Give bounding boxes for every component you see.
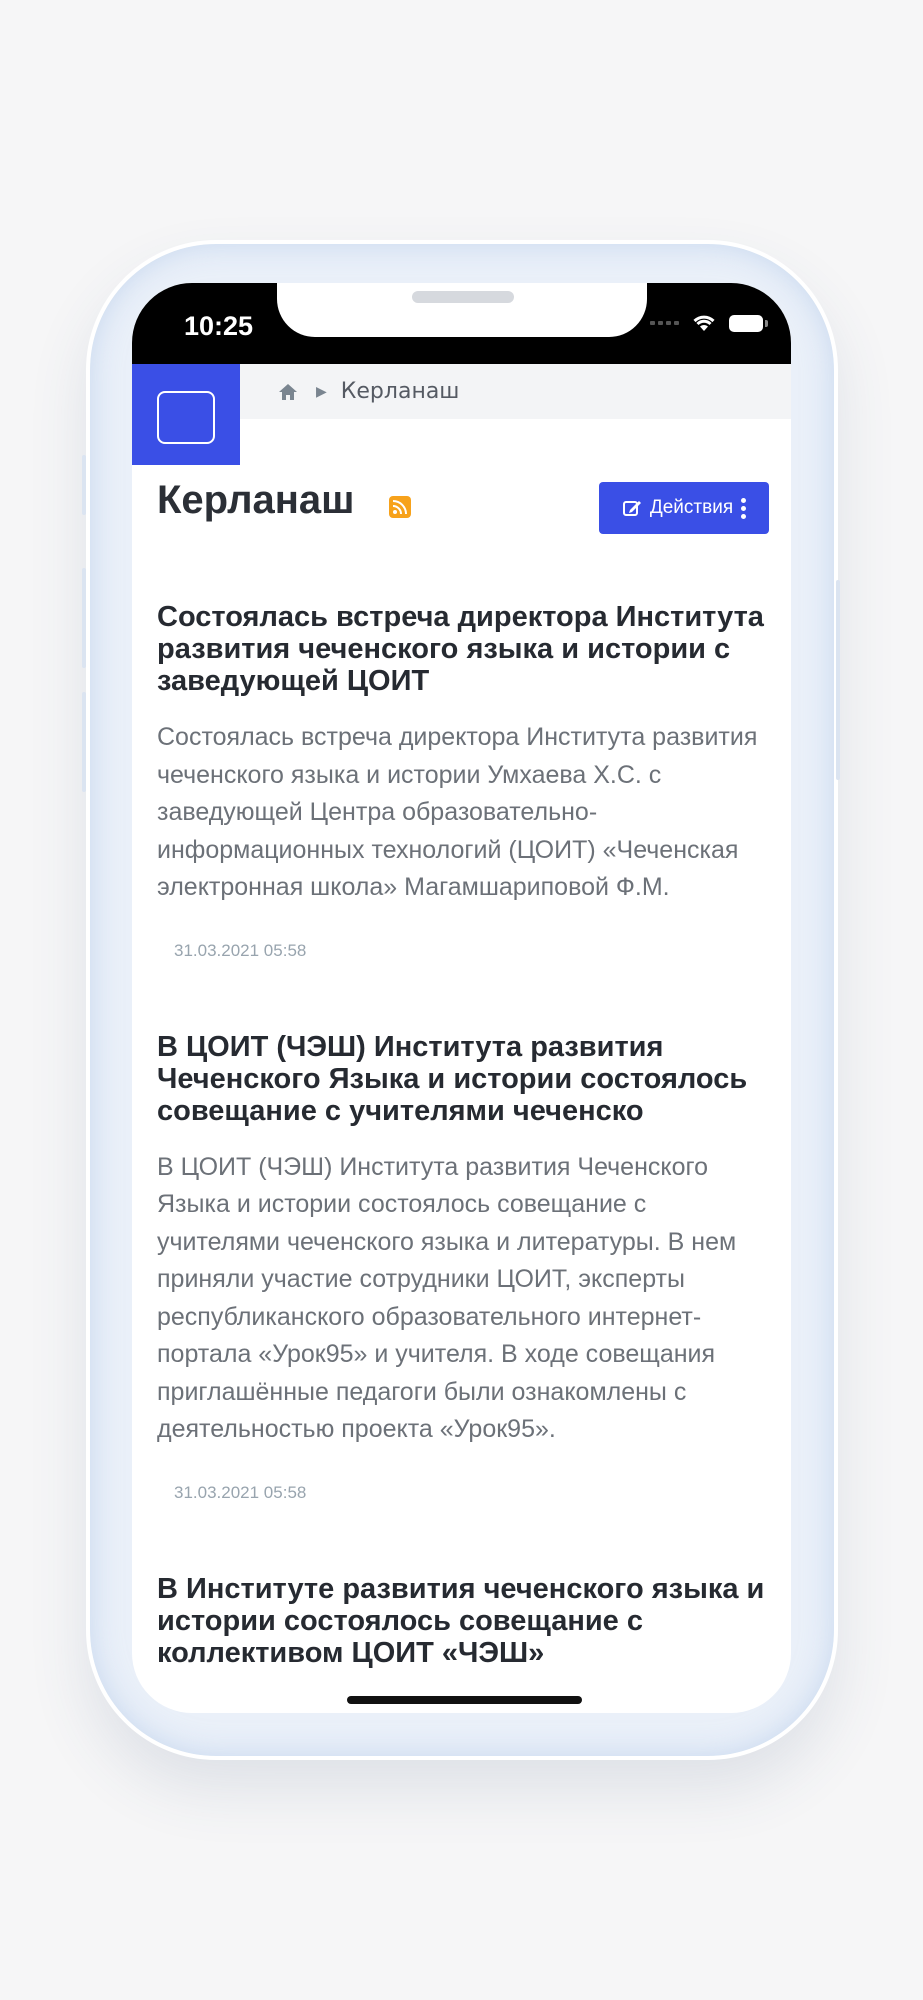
chevron-right-icon: ▶ [316,383,327,400]
wifi-icon [691,313,717,333]
article-excerpt: Состоялась встреча директора Института развития чеченского языка и истории Умхаева Х.С. с заведующей Центра образовательно-информационных технологий (ЦОИТ) «Чеченская электронная школа» Магамшариповой Ф.М. [157,723,758,901]
article-date: 31.03.2021 05:58 [174,1482,307,1502]
status-time: 10:25 [184,311,254,341]
notch [277,283,647,337]
status-bar [132,283,791,364]
app-logo-button[interactable] [132,364,240,465]
phone-screen [132,283,791,1713]
article-title[interactable]: Состоялась встреча директора Института развития чеченского языка и истории с заведующей ЦОИТ [157,601,764,697]
article-title[interactable]: В Институте развития чеченского языка и истории состоялось совещание с коллективом ЦОИТ «ЧЭШ» [157,1572,765,1669]
status-icons [650,313,763,333]
actions-button[interactable] [599,482,769,534]
actions-label: Действия [649,497,734,518]
logo-placeholder [157,391,215,444]
breadcrumb-current: Керланаш [340,379,460,404]
home-indicator[interactable] [347,1696,582,1704]
article-title[interactable]: В ЦОИТ (ЧЭШ) Института развития Чеченского Языка и истории состоялось совещание с учителями чеченско [157,1030,748,1127]
breadcrumb [240,364,791,419]
article-date: 31.03.2021 05:58 [174,940,307,960]
article-item[interactable] [157,1573,769,1669]
page-header [157,478,769,548]
edit-icon [622,498,642,518]
article-item[interactable] [157,601,769,961]
phone-volume-up [82,568,86,668]
signal-icon [650,321,679,325]
more-vertical-icon [741,498,746,519]
article-list [157,601,769,1713]
phone-power-button [836,580,840,780]
article-item[interactable] [157,1031,769,1503]
article-excerpt: В ЦОИТ (ЧЭШ) Института развития Чеченского Языка и истории состоялось совещание с учителями чеченского языка и литературы. В нем приняли участие сотрудники ЦОИТ, эксперты республиканского образовательного интернет-портала «Урок95» и учителя. В ходе совещания приглашённые педагоги были ознакомлены с деятельностью проекта «Урок95». [157,1152,737,1443]
home-icon[interactable] [278,383,298,401]
page-title: Керланаш [157,478,355,522]
phone-volume-down [82,692,86,792]
phone-side-button [82,455,86,515]
rss-icon[interactable] [389,496,411,518]
battery-icon [729,315,763,332]
speaker-grille [412,291,514,303]
